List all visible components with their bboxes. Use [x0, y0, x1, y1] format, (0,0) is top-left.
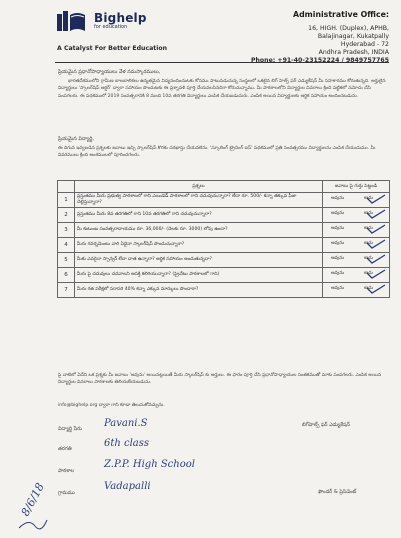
row-answer[interactable] [323, 238, 390, 253]
address-line: Andhra Pradesh, INDIA [318, 49, 389, 56]
instructions-paragraph: ఈ దిగువ ఇవ్వబడిన ప్రశ్నలకు జవాబు ఇచ్చి స్కాలర్‌షిప్ కొరకు దరఖాస్తు చేయవలెను. 'స్కూలింగ్ ట్రైనింగ్ ఐస్' పథకములో ప్రతి సంవత్సరము విద్యార్థులను ఎంపిక చేయుదుము. మీ వివరములు క్రింది అంశములలో పూరించగలరు. [58, 146, 376, 159]
bighelp-logo-icon [57, 11, 87, 33]
class-value[interactable]: 6th class [104, 438, 150, 449]
answer-no[interactable]: కాదు [364, 226, 373, 231]
answer-yes[interactable]: అవును [331, 226, 345, 231]
table-row [58, 268, 390, 283]
office-title: Administrative Office: [293, 10, 389, 19]
founder-signature-label: ఫౌండర్ & ప్రెసిడెంట్ [318, 489, 357, 495]
table-row [58, 238, 390, 253]
org-signature-label: బిగ్‌హెల్ప్ ఫర్ ఎడ్యుకేషన్ [302, 422, 351, 428]
row-number: 6 [58, 268, 75, 283]
brand-name: Bighelp [94, 11, 147, 25]
checkmark-icon [365, 269, 387, 279]
greeting: ప్రియమైన ప్రధానోపాధ్యాయులు వేళ నమస్కారములు, [58, 69, 161, 75]
table-header-row [58, 181, 390, 193]
table-row [58, 208, 390, 223]
checkmark-icon [365, 284, 387, 294]
row-number: 4 [58, 238, 75, 253]
header-divider [55, 62, 389, 63]
answer-yes[interactable]: అవును [331, 256, 345, 261]
row-question: మీరు గవర్నమెంటు వారి ఏదైనా స్కాలర్‌షిప్ పొందుచున్నారా? [75, 238, 323, 253]
student-name-label: విద్యార్థి పేరు [58, 426, 82, 432]
school-label: పాఠశాల [58, 468, 75, 474]
row-answer[interactable] [323, 253, 390, 268]
row-number: 5 [58, 253, 75, 268]
table-row [58, 253, 390, 268]
checkmark-icon [365, 194, 387, 204]
row-question: మీకు ఎవరైనా స్పాన్సర్ లేదా దాత ఉన్నారా? ఆర్థిక సహాయం అందుతున్నదా? [75, 253, 323, 268]
header-num [58, 181, 75, 193]
answer-no[interactable]: కాదు [364, 271, 373, 276]
village-value[interactable]: Vadapalli [104, 481, 151, 492]
table-row [58, 283, 390, 298]
brand-sub: for education [94, 24, 128, 30]
row-answer[interactable] [323, 208, 390, 223]
class-label: తరగతి [58, 446, 72, 452]
answer-yes[interactable]: అవును [331, 271, 345, 276]
row-number: 3 [58, 223, 75, 238]
eligibility-table [57, 180, 390, 298]
school-value[interactable]: Z.P.P. High School [104, 459, 195, 470]
row-question: మీరు పై చదువులు చదవాలని ఆసక్తి కలిగియున్నారా? (ప్రైవేటు పాఠశాలలో గాని) [75, 268, 323, 283]
row-question: ప్రస్తుతము మీరు 8వ తరగతిలో గాని 10వ తరగతిలో గాని చదువుచున్నారా? [75, 208, 323, 223]
row-answer[interactable] [323, 268, 390, 283]
header-answer: జవాబు పై గుర్తు పెట్టండి [323, 181, 390, 193]
village-label: గ్రామము [58, 490, 75, 496]
header-question: ప్రశ్నలు [75, 181, 323, 193]
table-row [58, 223, 390, 238]
intro-paragraph: భారతదేశములోని గ్రామీణ బాలబాలికలు ఉన్నతమైన విద్యనందించుటకు కోసము పాటుపడుచున్న సంస్థలలో ఒకటైన బిగ్ హెల్ప్ ఫర్ ఎడ్యుకేషన్ మీ సహకారము కోరుతున్నది. అర్హులైన విద్యార్థులు 'స్కాలర్‌షిప్ ఆర్డర్' ద్వారా సహాయం పొందుటకు ఈ ప్రశ్నావళి పూర్తి చేయవలసినదిగా కోరుచున్నాము. మీ పాఠశాలలోని విద్యార్థుల వివరాలు క్రింది పట్టికలో నమోదు చేసి పంపగలరు. ఈ పథకములో 2019 సంవత్సరానికి 8 మంది 10వ తరగతి విద్యార్థులు ఎంపిక చేయబడుదురు. ఎంపిక అయిన విద్యార్థులకు ఆర్థిక సహాయం అందించబడును. [58, 79, 386, 99]
row-number: 2 [58, 208, 75, 223]
svg-text:8/6/18: 8/6/18 [18, 480, 47, 519]
row-question: ప్రస్తుతము మీరు ప్రభుత్వ పాఠశాలలో గాని ఎయిడెడ్ పాఠశాలలో గాని చదువుచున్నారా? లేదా రూ. 500/- కన్నా తక్కువ ఫీజు చెల్లిస్తున్నారా? [75, 193, 323, 208]
table-row [58, 193, 390, 208]
office-phone: Phone: +91-40-23152224 / 9849757765 [250, 57, 389, 64]
row-question: మీరు గత పరీక్షలో సరాసరి 40% కన్నా ఎక్కువ మార్కులు పొందారా? [75, 283, 323, 298]
checkmark-icon [365, 254, 387, 264]
answer-yes[interactable]: అవును [331, 241, 345, 246]
row-answer[interactable] [323, 223, 390, 238]
brand [94, 11, 147, 30]
address-line: Balajinagar, Kukatpally [317, 33, 389, 40]
answer-yes[interactable]: అవును [331, 196, 345, 201]
address-line: 16, HIGH. (Duplex), APHB, [308, 25, 389, 32]
row-number: 1 [58, 193, 75, 208]
checkmark-icon [365, 224, 387, 234]
contact-line: info@bighelp.org ద్వారా గాని కూడా తెలుసుకోవచ్చును. [58, 403, 165, 408]
closing-paragraph: పై వాటిలో ఏదేని ఒక ప్రశ్నకు మీ జవాబు 'అవును' అయినట్లయితే మీరు స్కాలర్‌షిప్ కు అర్హులు. ఈ ఫారం పూర్తి చేసి ప్రధానోపాధ్యాయుల సంతకముతో మాకు పంపగలరు. ఎంపిక అయిన విద్యార్థుల వివరాలు పాఠశాలకు తెలియజేయబడును. [58, 373, 382, 386]
student-salutation: ప్రియమైన విద్యార్థి, [58, 136, 94, 142]
answer-no[interactable]: కాదు [364, 241, 373, 246]
row-answer[interactable] [323, 193, 390, 208]
answer-no[interactable]: కాదు [364, 211, 373, 216]
tagline: A Catalyst For Better Education [57, 45, 168, 52]
checkmark-icon [365, 209, 387, 219]
handwritten-date-signature [13, 468, 51, 532]
address-line: Hyderabad - 72 [340, 41, 389, 48]
answer-yes[interactable]: అవును [331, 286, 345, 291]
checkmark-icon [365, 239, 387, 249]
row-number: 7 [58, 283, 75, 298]
office-address [239, 10, 389, 65]
row-question: మీ కుటుంబ సంవత్సరాదాయము రూ. 36,000/- (నెలకు రూ. 3000) లోపు ఉందా? [75, 223, 323, 238]
row-answer[interactable] [323, 283, 390, 298]
answer-no[interactable]: కాదు [364, 196, 373, 201]
answer-yes[interactable]: అవును [331, 211, 345, 216]
answer-no[interactable]: కాదు [364, 286, 373, 291]
student-name-value[interactable]: Pavani.S [104, 418, 148, 429]
answer-no[interactable]: కాదు [364, 256, 373, 261]
